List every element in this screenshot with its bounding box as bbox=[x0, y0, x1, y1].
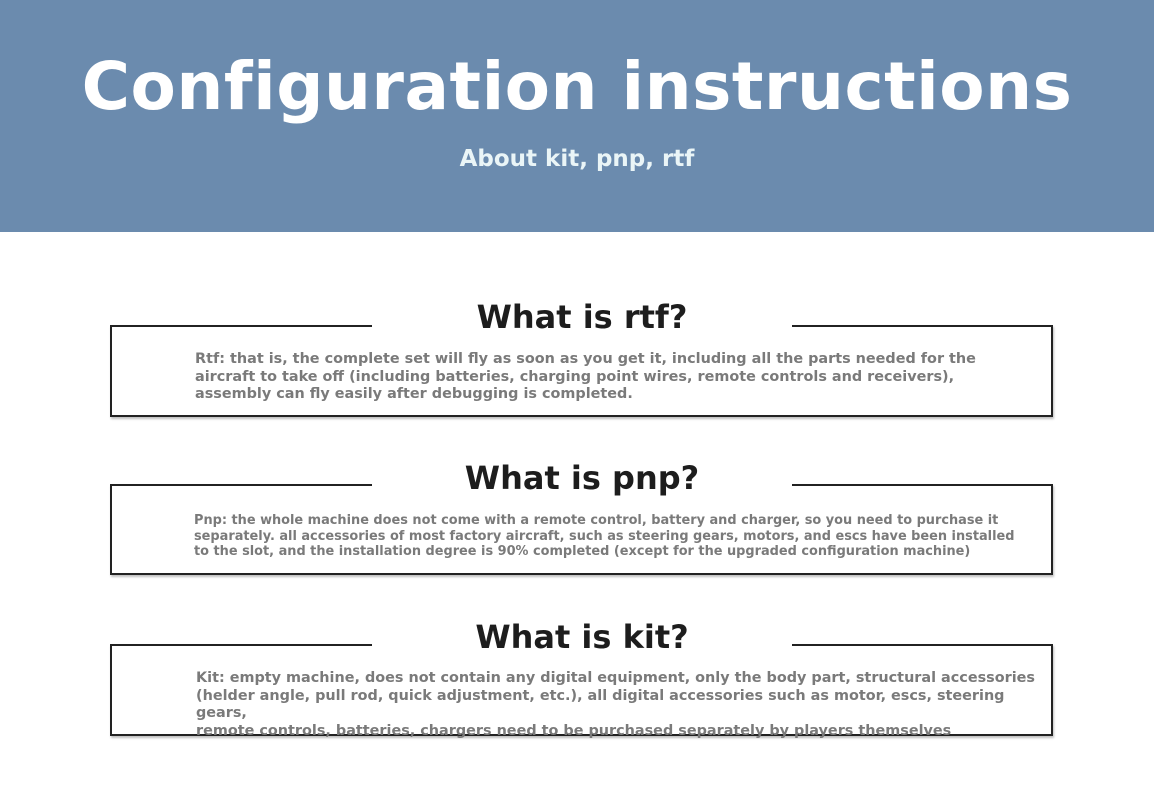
page-subtitle: About kit, pnp, rtf bbox=[459, 146, 695, 172]
page-title: Configuration instructions bbox=[81, 48, 1073, 125]
header-banner bbox=[0, 0, 1154, 232]
section-kit bbox=[110, 614, 1053, 740]
section-heading: What is rtf? bbox=[372, 294, 792, 340]
section-description: Kit: empty machine, does not contain any digital equipment, only the body part, structural accessories (helder angle, pull rod, quick adjustment, etc.), all digital accessories such as motor, escs, steering gears, remote controls, batteries, chargers need to be purchased separately by players themselves bbox=[196, 670, 1035, 739]
section-description: Rtf: that is, the complete set will fly as soon as you get it, including all the parts needed for the aircraft to take off (including batteries, charging point wires, remote controls and receivers), assembly can fly easily after debugging is completed. bbox=[195, 351, 976, 402]
section-pnp bbox=[110, 455, 1053, 580]
section-description: Pnp: the whole machine does not come with a remote control, battery and charger, so you need to purchase it separately. all accessories of most factory aircraft, such as steering gears, motors, and escs have been installed to the slot, and the installation degree is 90% completed (except for the upgraded configuration machine) bbox=[194, 513, 1015, 559]
section-rtf bbox=[110, 294, 1053, 420]
section-heading: What is kit? bbox=[372, 614, 792, 660]
section-heading: What is pnp? bbox=[372, 455, 792, 501]
